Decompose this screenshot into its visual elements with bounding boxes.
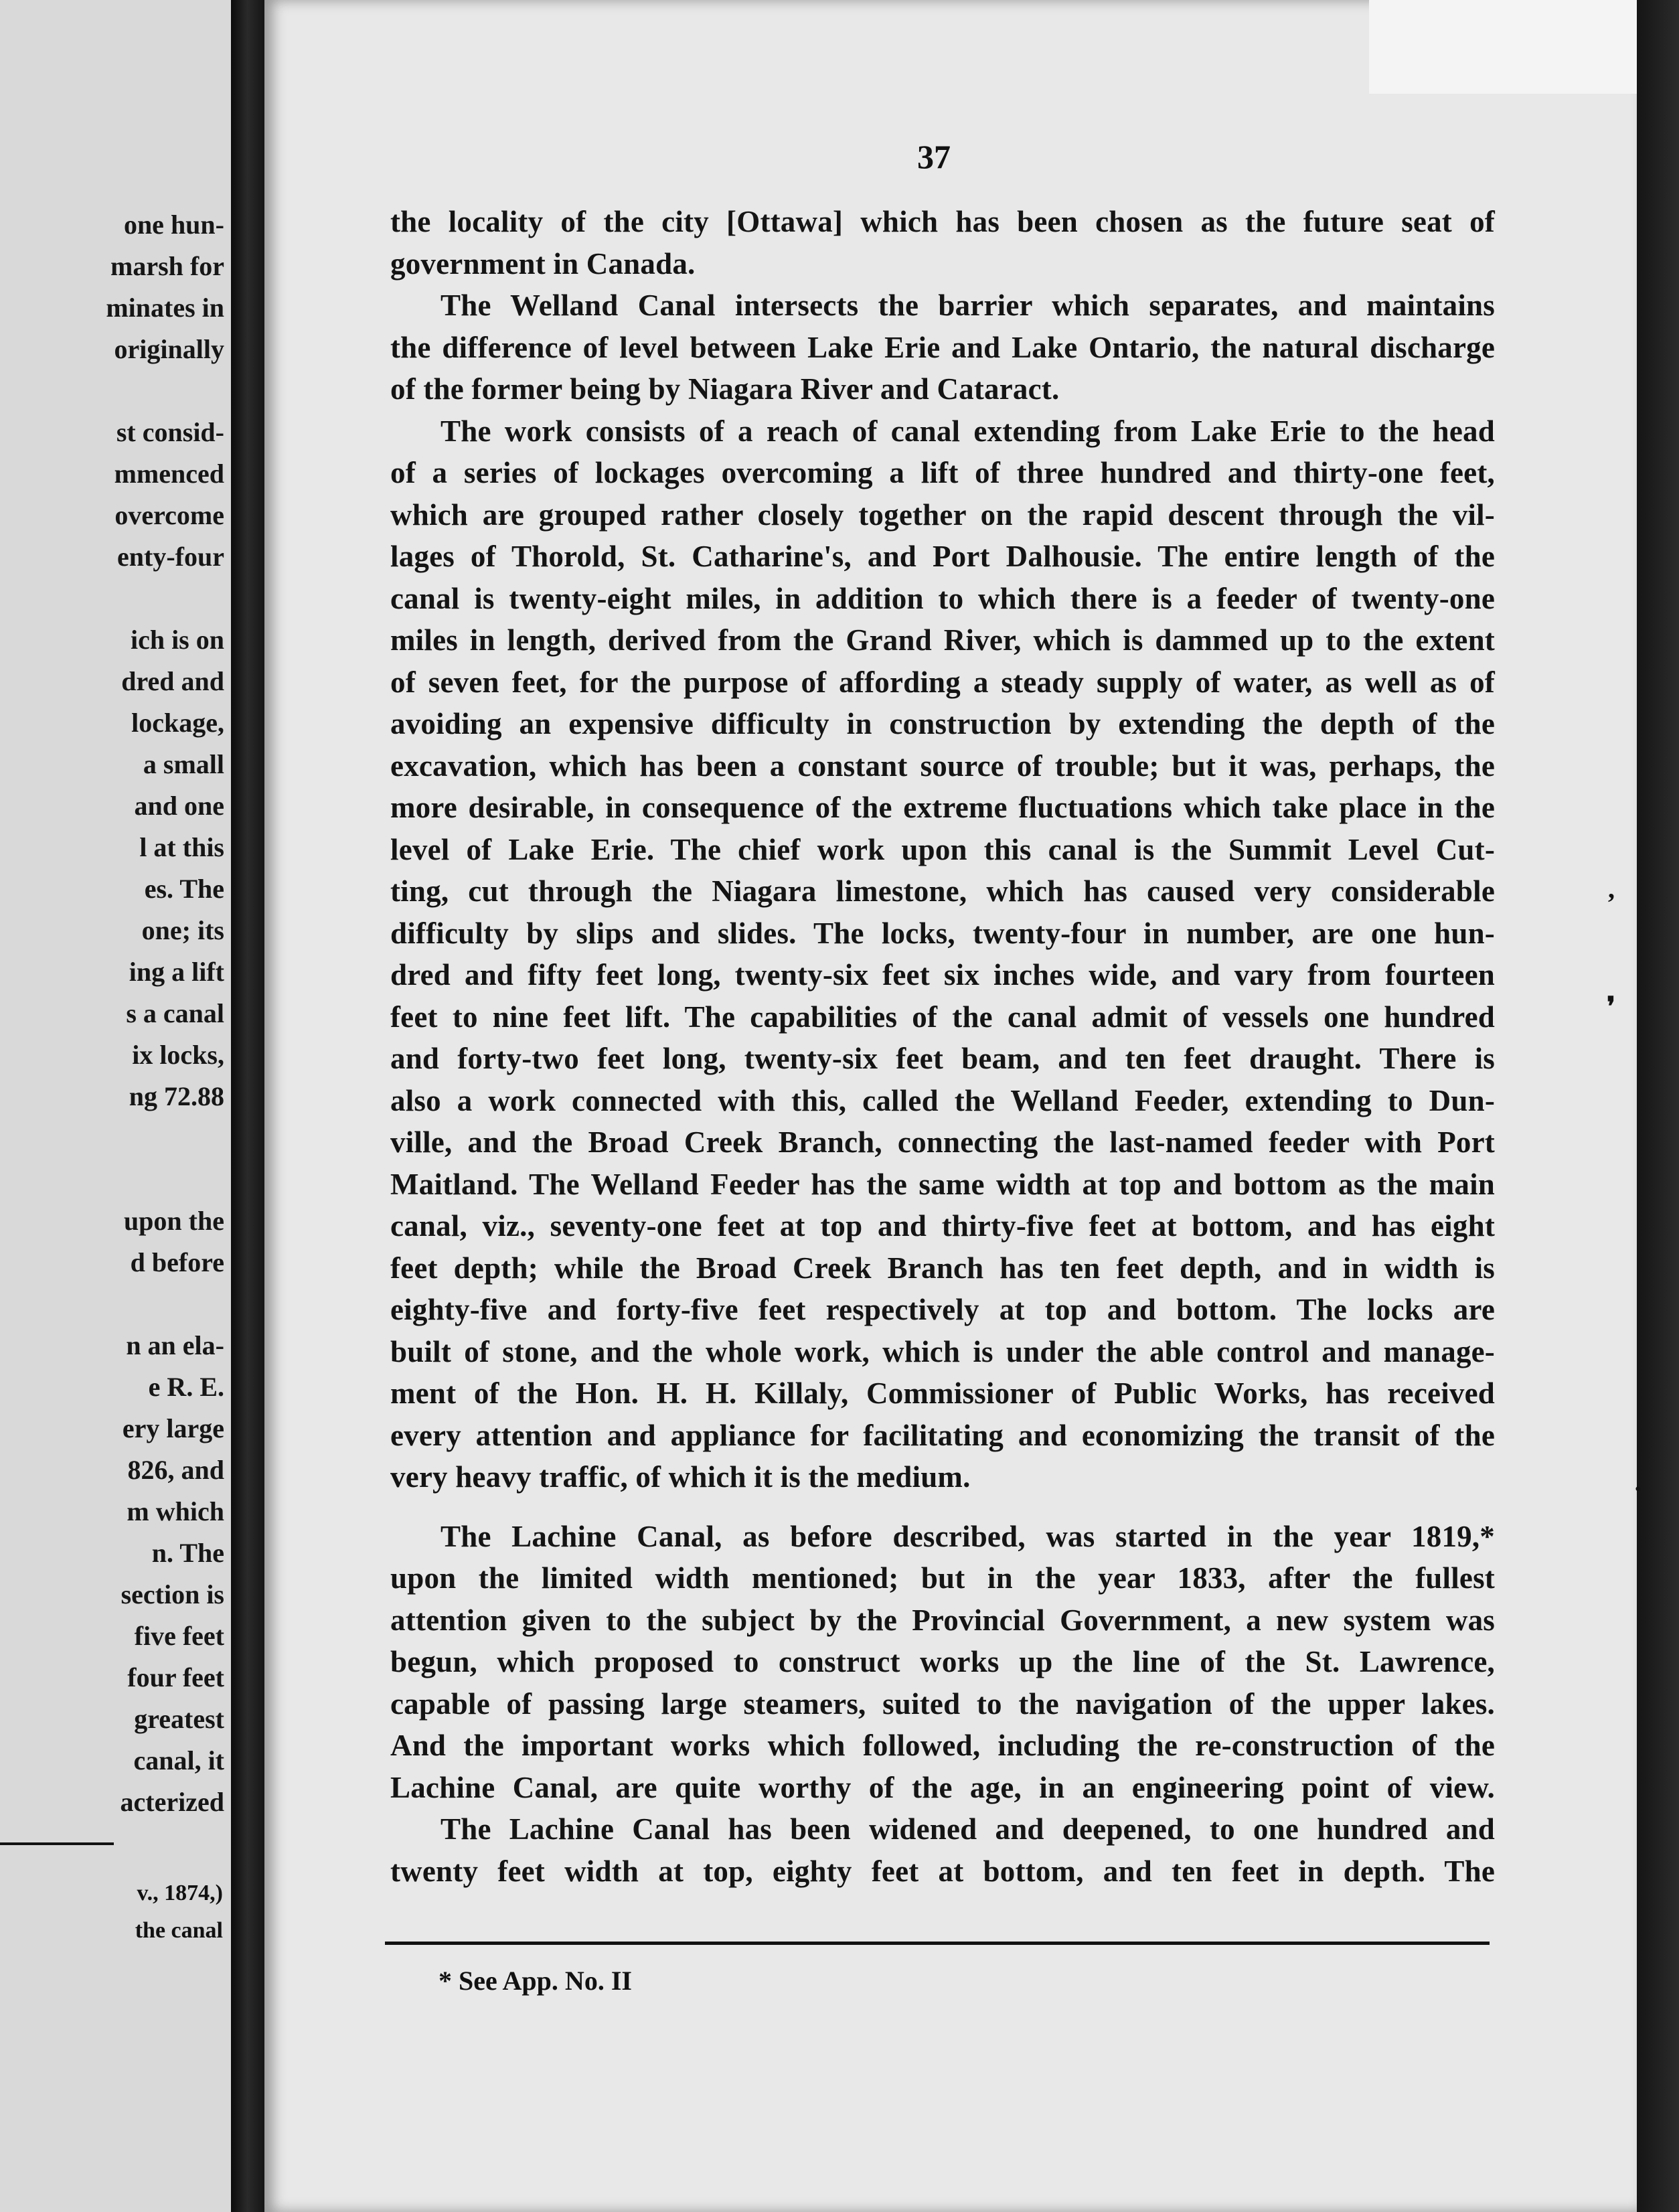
left-page-line: ix locks, xyxy=(132,1040,224,1070)
text-line: ville, and the Broad Creek Branch, connecting the last-named feeder with Port xyxy=(390,1125,1495,1159)
text-line: attention given to the subject by the Provincial Government, a new system was xyxy=(390,1603,1495,1637)
left-page-line xyxy=(0,578,224,619)
left-page-line: section is xyxy=(121,1579,224,1609)
text-line: the difference of level between Lake Erie and Lake Ontario, the natural discharge xyxy=(390,330,1495,364)
text-line: feet to nine feet lift. The capabilities of the canal admit of vessels one hundred xyxy=(390,1000,1495,1034)
left-page-line: originally xyxy=(114,334,224,364)
text-line: very heavy traffic, of which it is the medium. xyxy=(390,1460,971,1494)
left-page-line xyxy=(0,1117,224,1159)
left-page-line: a small xyxy=(143,749,224,779)
text-line: upon the limited width mentioned; but in the year 1833, after the fullest xyxy=(390,1561,1495,1595)
text-line xyxy=(390,1498,1495,1516)
text-line: lages of Thorold, St. Catharine's, and Port Dalhousie. The entire length of the xyxy=(390,540,1495,573)
left-page-line xyxy=(0,1283,224,1325)
text-line: The Lachine Canal has been widened and deepened, to one hundred and xyxy=(441,1812,1495,1846)
left-page-line: five feet xyxy=(134,1621,224,1651)
left-page-line xyxy=(0,370,224,412)
text-line: Maitland. The Welland Feeder has the same width at top and bottom as the main xyxy=(390,1167,1495,1201)
left-page-line: ich is on xyxy=(130,625,224,655)
left-page-line: mmenced xyxy=(114,459,224,489)
page-number: 37 xyxy=(917,138,951,175)
text-line: canal is twenty-eight miles, in addition to which there is a feeder of twenty-one xyxy=(390,581,1495,615)
left-page-line: m which xyxy=(127,1496,224,1526)
text-line: ment of the Hon. H. H. Killaly, Commissioner of Public Works, has received xyxy=(390,1376,1495,1410)
text-line: eighty-five and forty-five feet respectively at top and bottom. The locks are xyxy=(390,1293,1495,1326)
footnote-rule xyxy=(385,1942,1490,1945)
left-page-line: e R. E. xyxy=(148,1372,224,1402)
text-line: miles in length, derived from the Grand River, which is dammed up to the extent xyxy=(390,623,1495,657)
left-page-line: canal, it xyxy=(133,1745,224,1775)
text-line: government in Canada. xyxy=(390,246,696,281)
text-line: The Lachine Canal, as before described, was started in the year 1819,* xyxy=(441,1519,1495,1553)
text-line: The Welland Canal intersects the barrier which separates, and maintains xyxy=(441,289,1495,322)
left-page-line: ery large xyxy=(122,1413,224,1443)
left-page-line: n. The xyxy=(151,1538,224,1568)
left-page-line: one; its xyxy=(141,915,224,945)
left-page xyxy=(0,0,231,2212)
text-line: built of stone, and the whole work, which is under the able control and manage- xyxy=(390,1334,1495,1368)
book-gutter xyxy=(231,0,268,2212)
left-page-line: ing a lift xyxy=(129,957,224,987)
left-page-line: n an ela- xyxy=(126,1330,224,1360)
text-line: more desirable, in consequence of the extreme fluctuations which take place in the xyxy=(390,791,1495,824)
text-line: feet depth; while the Broad Creek Branch has ten feet depth, and in width is xyxy=(390,1251,1495,1285)
left-page-line: one hun- xyxy=(123,210,224,240)
text-line: of seven feet, for the purpose of affording a steady supply of water, as well as of xyxy=(390,665,1495,699)
left-page-line: marsh for xyxy=(110,251,224,281)
text-line: of the former being by Niagara River and Cataract. xyxy=(390,372,1060,406)
left-footnote-rule xyxy=(0,1842,114,1845)
text-line: capable of passing large steamers, suited to the navigation of the upper lakes. xyxy=(390,1686,1495,1721)
text-line: of a series of lockages overcoming a lift of three hundred and thirty-one feet, xyxy=(390,456,1495,489)
left-page-line: four feet xyxy=(127,1662,224,1692)
text-line: which are grouped rather closely together on the rapid descent through the vil- xyxy=(390,497,1495,532)
scan-mark: · xyxy=(1633,1474,1643,1504)
left-page-line xyxy=(0,1159,224,1200)
scan-mark: ❜ xyxy=(1607,992,1615,1022)
text-line: difficulty by slips and slides. The locks, twenty-four in number, are one hun- xyxy=(390,916,1495,950)
scan-edge xyxy=(1637,0,1679,2212)
text-line: every attention and appliance for facilitating and economizing the transit of the xyxy=(390,1418,1495,1452)
left-note-line: v., 1874,) xyxy=(137,1881,223,1905)
left-page-line: enty-four xyxy=(117,542,224,572)
text-line: the locality of the city [Ottawa] which has been chosen as the future seat of xyxy=(390,205,1495,238)
text-line: twenty feet width at top, eighty feet at bottom, and ten feet in depth. The xyxy=(390,1854,1495,1888)
left-page-line: s a canal xyxy=(126,998,224,1028)
left-page-footnote xyxy=(135,1875,223,1950)
left-page-line: 826, and xyxy=(127,1455,224,1485)
left-page-line: l at this xyxy=(139,832,224,862)
scan-glare xyxy=(1369,0,1637,94)
left-page-line: minates in xyxy=(106,293,224,323)
left-page-line: st consid- xyxy=(116,417,224,447)
text-line: excavation, which has been a constant source of trouble; but it was, perhaps, the xyxy=(390,748,1495,783)
scan-mark: ʼ xyxy=(1607,888,1616,918)
text-line: Lachine Canal, are quite worthy of the age, in an engineering point of view. xyxy=(390,1770,1495,1804)
text-line: ting, cut through the Niagara limestone, which has caused very considerable xyxy=(390,874,1495,908)
left-note-line: the canal xyxy=(135,1918,223,1943)
text-line: level of Lake Erie. The chief work upon this canal is the Summit Level Cut- xyxy=(390,832,1495,866)
text-line: And the important works which followed, including the re-construction of the xyxy=(390,1729,1495,1762)
left-page-line: ng 72.88 xyxy=(129,1081,224,1111)
left-page-line: and one xyxy=(134,791,224,821)
left-page-line: overcome xyxy=(114,500,224,530)
text-line: also a work connected with this, called the Welland Feeder, extending to Dun- xyxy=(390,1083,1495,1117)
left-page-line: d before xyxy=(130,1247,224,1277)
body-text xyxy=(390,201,1495,1892)
text-line: The work consists of a reach of canal extending from Lake Erie to the head xyxy=(441,414,1495,448)
text-line: canal, viz., seventy-one feet at top and thirty-five feet at bottom, and has eight xyxy=(390,1209,1495,1243)
left-page-line: greatest xyxy=(134,1704,224,1734)
footnote: * See App. No. II xyxy=(438,1966,632,1996)
text-line: dred and fifty feet long, twenty-six feet six inches wide, and vary from fourteen xyxy=(390,958,1495,992)
left-page-line: upon the xyxy=(123,1206,224,1236)
left-page-line: lockage, xyxy=(131,708,224,738)
left-page-text xyxy=(0,204,224,1823)
left-page-line: acterized xyxy=(120,1787,224,1817)
text-line: begun, which proposed to construct works up the line of the St. Lawrence, xyxy=(390,1645,1495,1678)
text-line: and forty-two feet long, twenty-six feet beam, and ten feet draught. There is xyxy=(390,1042,1495,1075)
text-line: avoiding an expensive difficulty in construction by extending the depth of the xyxy=(390,707,1495,740)
left-page-line: dred and xyxy=(121,666,224,696)
left-page-line: es. The xyxy=(144,874,224,904)
